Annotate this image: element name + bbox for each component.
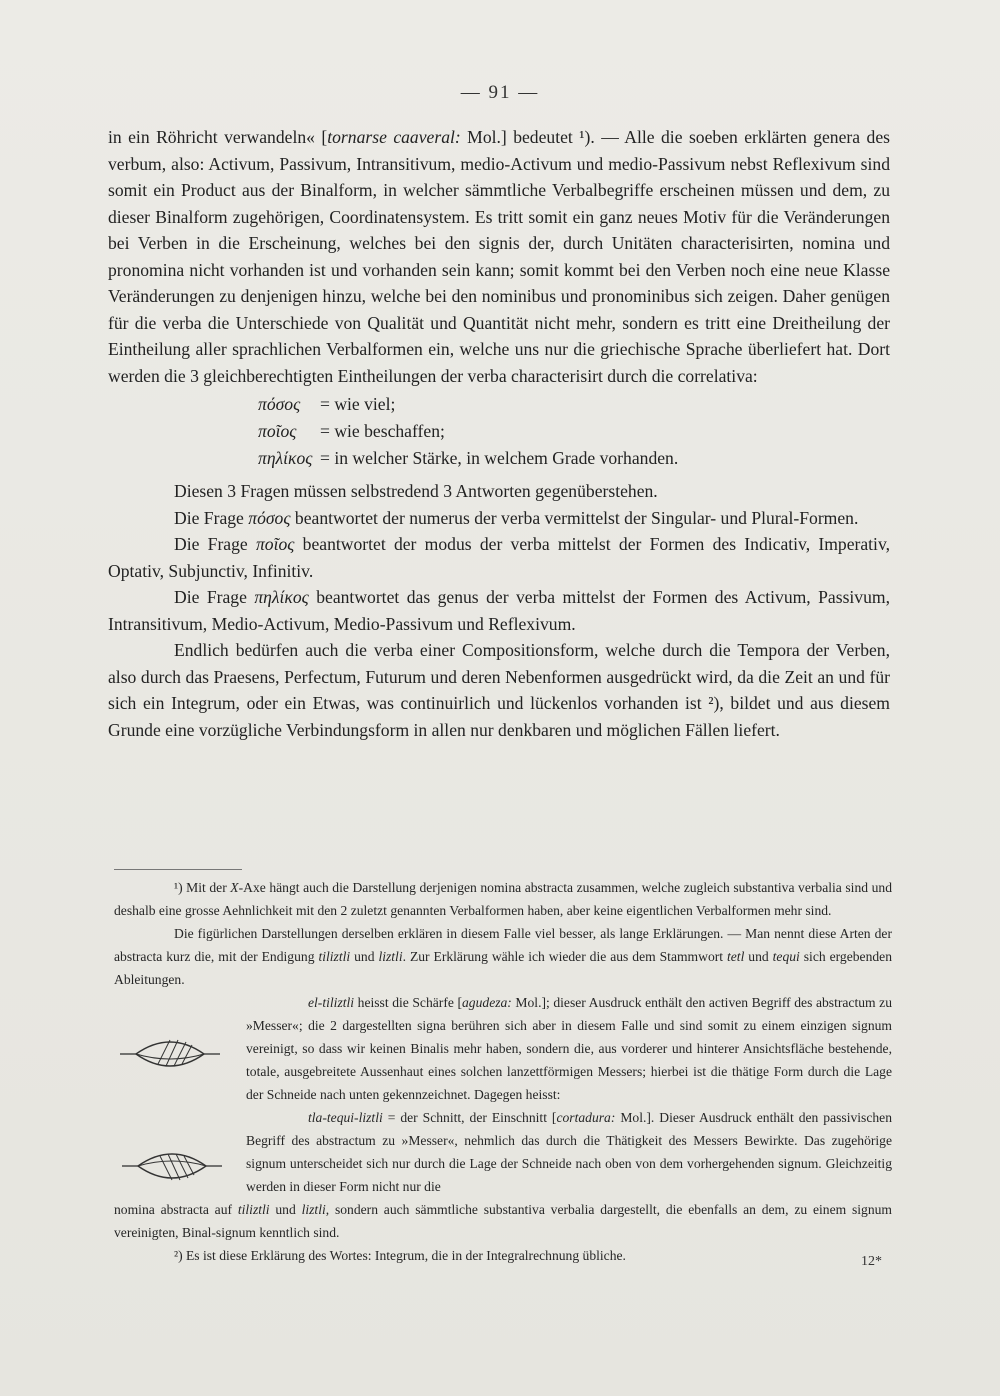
- paragraph-3: Die Frage πόσος beantwortet der numerus der verba vermittelst der Singular- und Plural-Formen.: [174, 507, 859, 528]
- footnote-separator: [114, 869, 242, 870]
- footnote-1-paragraph-2: Die figürlichen Darstellungen derselben erklären in diesem Falle viel besser, als lange Erklärungen. — Man nennt diese Arten der abstracta kurz die, mit der Endigung tiliztli und liztli. Zur Erklärung wähle ich wieder die aus dem Stammwort tetl und tequi sich ergebenden Ableitungen.: [114, 926, 892, 987]
- footnote-1-paragraph-4: tla-tequi-liztli = der Schnitt, der Einschnitt [cortadura: Mol.]. Dieser Ausdruck enthält den passivischen Begriff des abstractum zu »Messer«, nehmlich das durch die Thätigkeit des Messers Bewirkte. Das zugehörige signum unterscheidet sich nur durch die Lage der Schneide nach oben von dem vorhergehenden signum. Gleichzeitig werden in dieser Form nicht nur die: [246, 1110, 892, 1194]
- blade-active-icon: [118, 1028, 222, 1080]
- paragraph-1: in ein Röhricht verwandeln« [tornarse caaveral: Mol.] bedeutet ¹). — Alle die soeben erklärten genera des verbum, also: Activum, Passivum, Intransitivum, medio-Activum und medio-Passivum nebst Reflexivum sind somit ein Product aus der Binalform, in welcher sämmtliche Verbalbegriffe erscheinen müssen und dem, zu dieser Binalform zugehörigen, Coordinatensystem. Es tritt somit ein ganz neues Motiv für die Veränderungen bei Verben in die Erscheinung, welches bei den signis der, durch Unitäten characterisirten, nomina und pronomina nicht vorhanden ist und vorhanden sein kann; somit kommt bei den Verben noch eine neue Klasse Veränderungen zu denjenigen hinzu, welche bei den nominibus und pronominibus sich zeigen. Daher genügen für die verba die Unterschiede von Qualität und Quantität nicht mehr, sondern es tritt eine Dreitheilung der Eintheilung aller sprachlichen Verbalformen ein, welche uns nur die griechische Sprache überliefert hat. Dort werden die 3 gleichberechtigten Eintheilungen der verba characterisirt durch die correlativa:: [108, 127, 890, 386]
- footnote-1: ¹) Mit der X-Axe hängt auch die Darstellung derjenigen nomina abstracta zusammen, welche zugleich substantiva verbalia sind und deshalb eine grosse Aehnlichkeit mit den 2 zuletzt genannten Verbalformen haben, aber keine eigentlichen Verbalformen mehr sind.: [114, 880, 892, 918]
- footnote-2: ²) Es ist diese Erklärung des Wortes: Integrum, die in der Integralrechnung übliche.: [174, 1248, 626, 1263]
- list-item: πόσος = wie viel;: [258, 394, 396, 414]
- blade-passive-icon: [120, 1140, 224, 1192]
- paragraph-5: Die Frage πηλίκος beantwortet das genus der verba mittelst der Formen des Activum, Passivum, Intransitivum, Medio-Activum, Medio-Passivum und Reflexivum.: [108, 587, 890, 634]
- footnote-1-paragraph-5: nomina abstracta auf tiliztli und liztli, sondern auch sämmtliche substantiva verbalia dargestellt, die ebenfalls an dem, zu einem signum vereinigten, Binal-signum kenntlich sind.: [114, 1202, 893, 1240]
- list-item: ποῖος = wie beschaffen;: [258, 421, 445, 441]
- main-text: [108, 124, 890, 743]
- correlativa-list: [258, 391, 890, 472]
- paragraph-6: Endlich bedürfen auch die verba einer Compositionsform, welche durch die Tempora der Verben, also durch das Praesens, Perfectum, Futurum und deren Nebenformen ausgedrückt wird, da die Zeit an und für sich ein Integrum, oder ein Etwas, was continuirlich und lückenlos vorhanden ist ²), bildet und aus diesem Grunde eine vorzügliche Verbindungsform in allen nur denkbaren und möglichen Fällen liefert.: [108, 640, 890, 740]
- paragraph-4: Die Frage ποῖος beantwortet der modus der verba mittelst der Formen des Indicativ, Imperativ, Optativ, Subjunctiv, Infinitiv.: [108, 534, 890, 581]
- footnote-1-paragraph-3: el-tiliztli heisst die Schärfe [agudeza: Mol.]; dieser Ausdruck enthält den activen Begriff des abstractum zu »Messer«; die 2 dargestellten signa berühren sich aber in diesem Falle und sind somit zu einem einzigen signum vereinigt, so dass wir keinen Binalis mehr haben, sondern die, aus vorderer und hinterer Ansichtsfläche bestehende, totale, ausgebreitete Aussenhaut eines solchen lanzettförmigen Messers; hierbei ist die thätige Form durch die Lage der Schneide nach unten gekennzeichnet. Dagegen heisst:: [246, 995, 892, 1102]
- list-item: πηλίκος = in welcher Stärke, in welchem Grade vorhanden.: [258, 448, 679, 468]
- footnotes: [114, 876, 892, 1267]
- signature-mark: 12*: [861, 1254, 882, 1269]
- paragraph-2: Diesen 3 Fragen müssen selbstredend 3 Antworten gegenüberstehen.: [174, 481, 658, 501]
- page-number: — 91 —: [460, 82, 540, 103]
